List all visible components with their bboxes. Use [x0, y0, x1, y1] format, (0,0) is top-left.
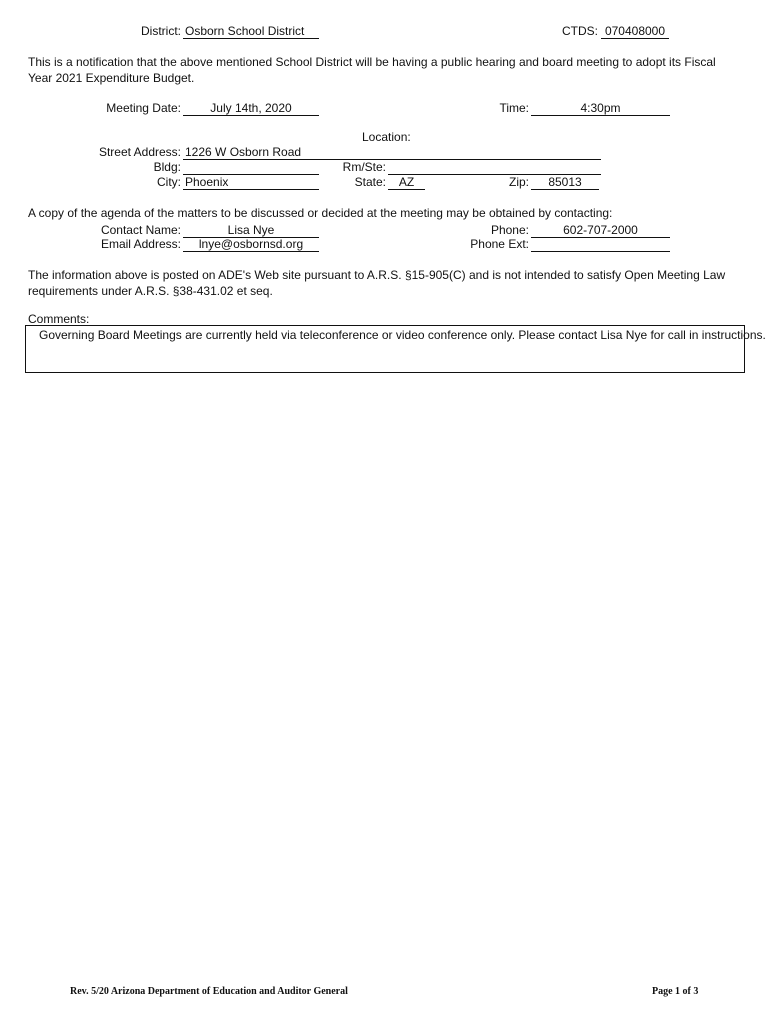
meeting-date-field[interactable]: July 14th, 2020: [183, 101, 319, 116]
state-label: State:: [354, 175, 386, 189]
bldg-label: Bldg:: [153, 160, 181, 174]
email-address-label: Email Address:: [100, 237, 181, 251]
contact-name-field[interactable]: Lisa Nye: [183, 223, 319, 238]
comments-box[interactable]: [25, 325, 766, 373]
phone-label: Phone:: [490, 223, 529, 237]
intro-paragraph: This is a notification that the above mentioned School District will be having a public hearing and board meeting to adopt its Fiscal Year 2021 Expenditure Budget.: [28, 55, 716, 85]
district-field[interactable]: Osborn School District: [183, 24, 319, 39]
street-address-label: Street Address:: [98, 145, 181, 159]
zip-field[interactable]: 85013: [531, 175, 599, 190]
phone-ext-label: Phone Ext:: [470, 237, 529, 251]
meeting-date-label: Meeting Date:: [106, 101, 181, 115]
city-field[interactable]: Phoenix: [183, 175, 319, 190]
street-address-field[interactable]: 1226 W Osborn Road: [183, 145, 601, 160]
agenda-text: A copy of the agenda of the matters to be discussed or decided at the meeting may be obtained by contacting:: [28, 206, 613, 220]
zip-label: Zip:: [508, 175, 529, 189]
ctds-field[interactable]: 070408000: [601, 24, 669, 39]
state-field[interactable]: AZ: [388, 175, 425, 190]
phone-field[interactable]: 602-707-2000: [531, 223, 670, 238]
rm-ste-label: Rm/Ste:: [342, 160, 386, 174]
bldg-field[interactable]: [183, 160, 319, 175]
meeting-time-field[interactable]: 4:30pm: [531, 101, 670, 116]
ctds-label: CTDS:: [562, 24, 598, 38]
meeting-time-label: Time:: [499, 101, 529, 115]
location-heading: Location:: [362, 130, 411, 144]
comments-text: Governing Board Meetings are currently held via teleconference or video conference only. Please contact Lisa Nye for call in instructions.: [39, 328, 766, 342]
rm-ste-field[interactable]: [388, 160, 601, 175]
posting-statement: The information above is posted on ADE's Web site pursuant to A.R.S. §15-905(C) and is not intended to satisfy Open Meeting Law requirements under A.R.S. §38-431.02 et seq.: [28, 268, 726, 298]
email-address-field[interactable]: lnye@osbornsd.org: [183, 237, 319, 252]
contact-name-label: Contact Name:: [100, 223, 181, 237]
footer-revision: Rev. 5/20 Arizona Department of Education and Auditor General: [70, 986, 348, 997]
city-label: City:: [157, 175, 181, 189]
phone-ext-field[interactable]: [531, 237, 670, 252]
district-label: District:: [141, 24, 181, 38]
footer-page-number: Page 1 of 3: [652, 986, 699, 997]
comments-label: Comments:: [28, 312, 90, 326]
